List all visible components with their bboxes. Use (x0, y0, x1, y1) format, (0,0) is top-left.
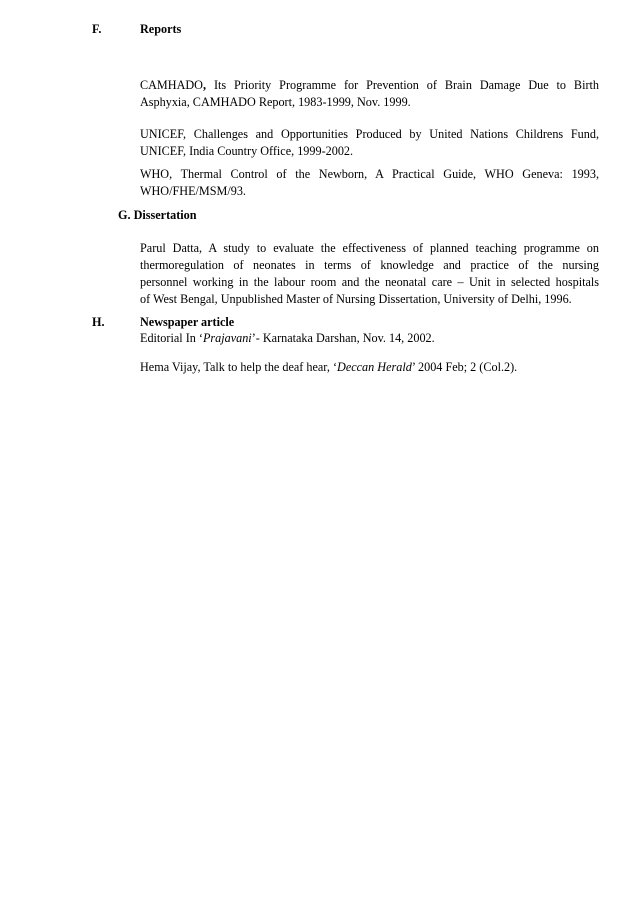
reference-text: Hema Vijay, Talk to help the deaf hear, ‘ (140, 360, 338, 374)
reference-line (140, 359, 599, 376)
reference-text: ’ 2004 Feb; 2 (Col.2). (411, 360, 518, 374)
reference-line (140, 330, 599, 347)
reference-line: UNICEF, India Country Office, 1999-2002. (140, 144, 354, 158)
reference-text-bold: , (202, 78, 207, 92)
section-f-letter: F. (92, 22, 102, 36)
reference-line (140, 77, 599, 94)
reference-line: WHO/FHE/MSM/93. (140, 184, 246, 198)
reference-text-italic: Deccan Herald (337, 360, 412, 374)
reference-line: thermoregulation of neonates in terms of knowledge and practice of the nursing (140, 258, 599, 272)
reference-line: Asphyxia, CAMHADO Report, 1983-1999, Nov. 1999. (140, 95, 411, 109)
reference-text-italic: Prajavani (202, 331, 252, 345)
reference-camhado (140, 77, 599, 111)
reference-line: of West Bengal, Unpublished Master of Nursing Dissertation, University of Delhi, 1996. (140, 292, 572, 306)
section-g-letter: G. (118, 208, 131, 222)
reference-prajavani (140, 330, 599, 347)
section-g-title: Dissertation (133, 208, 197, 222)
reference-line: WHO, Thermal Control of the Newborn, A Practical Guide, WHO Geneva: 1993, (140, 167, 599, 181)
reference-who (140, 166, 599, 200)
section-f-title: Reports (140, 22, 182, 36)
reference-line: Parul Datta, A study to evaluate the effectiveness of planned teaching programme on (140, 241, 599, 255)
reference-line: UNICEF, Challenges and Opportunities Produced by United Nations Childrens Fund, (140, 127, 599, 141)
reference-text: ’- Karnataka Darshan, Nov. 14, 2002. (251, 331, 435, 345)
reference-unicef (140, 126, 599, 160)
reference-text: Its Priority Programme for Prevention of Brain Damage Due to Birth (206, 78, 599, 92)
reference-dissertation (140, 240, 599, 308)
section-h-letter: H. (92, 315, 105, 329)
reference-text: CAMHADO (140, 78, 203, 92)
section-h-title: Newspaper article (140, 315, 235, 329)
section-g-heading (118, 207, 197, 224)
reference-deccan-herald (140, 359, 599, 376)
reference-line: personnel working in the labour room and the neonatal care – Unit in selected hospitals (140, 275, 599, 289)
reference-text: Editorial In ‘ (140, 331, 203, 345)
